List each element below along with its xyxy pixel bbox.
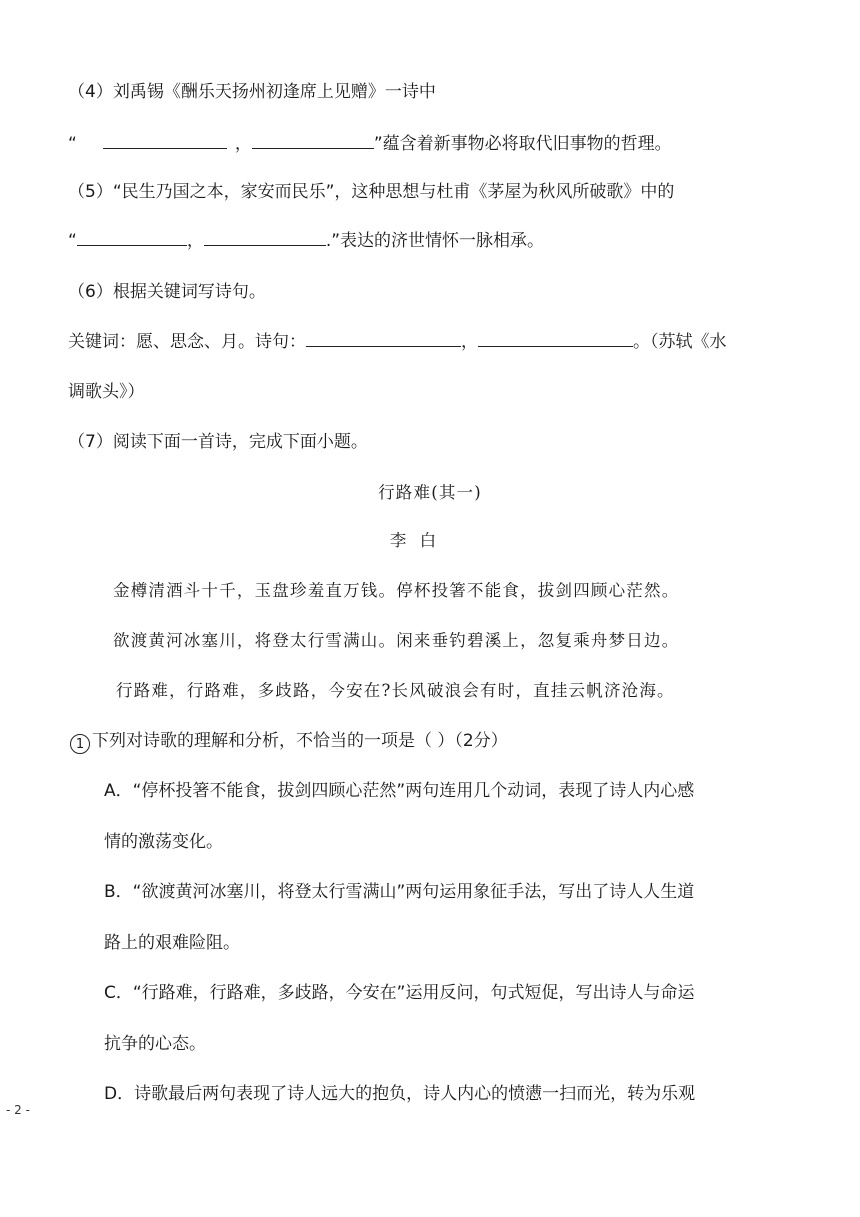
poem-line-3: 行路难，行路难，多歧路，今安在?长风破浪会有时，直挂云帆济沧海。 (116, 681, 675, 700)
option-a-line-1: A．“停杯投箸不能食，拔剑四顾心茫然”两句连用几个动词，表现了诗人内心感 (104, 781, 695, 801)
circled-number: 1 (70, 734, 90, 754)
q5-blank-2[interactable] (204, 229, 326, 246)
q5-blank-1[interactable] (77, 229, 187, 246)
open-quote: “ (68, 231, 77, 251)
option-c-line-1: C．“行路难，行路难，多歧路，今安在”运用反问，句式短促，写出诗人与命运 (104, 983, 695, 1003)
option-b-line-2: 路上的艰难险阻。 (104, 933, 240, 953)
q6-blank-1[interactable] (306, 330, 461, 347)
q4-tail: ”蕴含着新事物必将取代旧事物的哲理。 (373, 134, 672, 154)
q6-blank-2[interactable] (478, 330, 633, 347)
sub-question-stem: 下列对诗歌的理解和分析，不恰当的一项是（ ）（2分） (92, 731, 508, 751)
q4-answer-line (68, 132, 672, 156)
q7-title: （7）阅读下面一首诗，完成下面小题。 (68, 432, 368, 452)
q6-answer-line (68, 330, 727, 354)
open-quote: “ (68, 134, 77, 154)
poem-line-2: 欲渡黄河冰塞川，将登太行雪满山。闲来垂钓碧溪上，忽复乘舟梦日边。 (113, 631, 680, 650)
q6-keywords: 关键词：愿、思念、月。诗句： (68, 332, 306, 352)
option-a-line-2: 情的激荡变化。 (104, 832, 223, 852)
page-number: - 2 - (6, 1103, 30, 1117)
sub-question-1 (70, 729, 508, 754)
q6-tail-continued: 调歌头》） (68, 382, 145, 402)
q6-tail: 。（苏轼《水 (633, 332, 727, 352)
q4-blank-2[interactable] (252, 132, 374, 149)
option-d-line-1: D．诗歌最后两句表现了诗人远大的抱负，诗人内心的愤懑一扫而光，转为乐观 (104, 1084, 696, 1104)
comma: ， (461, 332, 478, 352)
poem-title: 行路难(其一) (378, 483, 482, 502)
q5-tail: .”表达的济世情怀一脉相承。 (325, 231, 545, 251)
poem-author: 李 白 (389, 531, 441, 550)
option-b-line-1: B．“欲渡黄河冰塞川，将登太行雪满山”两句运用象征手法，写出了诗人人生道 (104, 882, 695, 902)
comma: ， (234, 134, 252, 154)
q5-prompt: （5）“民生乃国之本，家安而民乐”，这种思想与杜甫《茅屋为秋风所破歌》中的 (68, 182, 675, 202)
q4-prompt: （4）刘禹锡《酬乐天扬州初逢席上见赠》一诗中 (68, 82, 436, 102)
q4-blank-1[interactable] (103, 132, 227, 149)
q5-answer-line (68, 229, 544, 253)
q6-title: （6）根据关键词写诗句。 (68, 282, 266, 302)
option-c-line-2: 抗争的心态。 (104, 1034, 206, 1054)
poem-line-1: 金樽清酒斗十千，玉盘珍羞直万钱。停杯投箸不能食，拔剑四顾心茫然。 (113, 581, 680, 600)
comma: ， (186, 231, 204, 251)
